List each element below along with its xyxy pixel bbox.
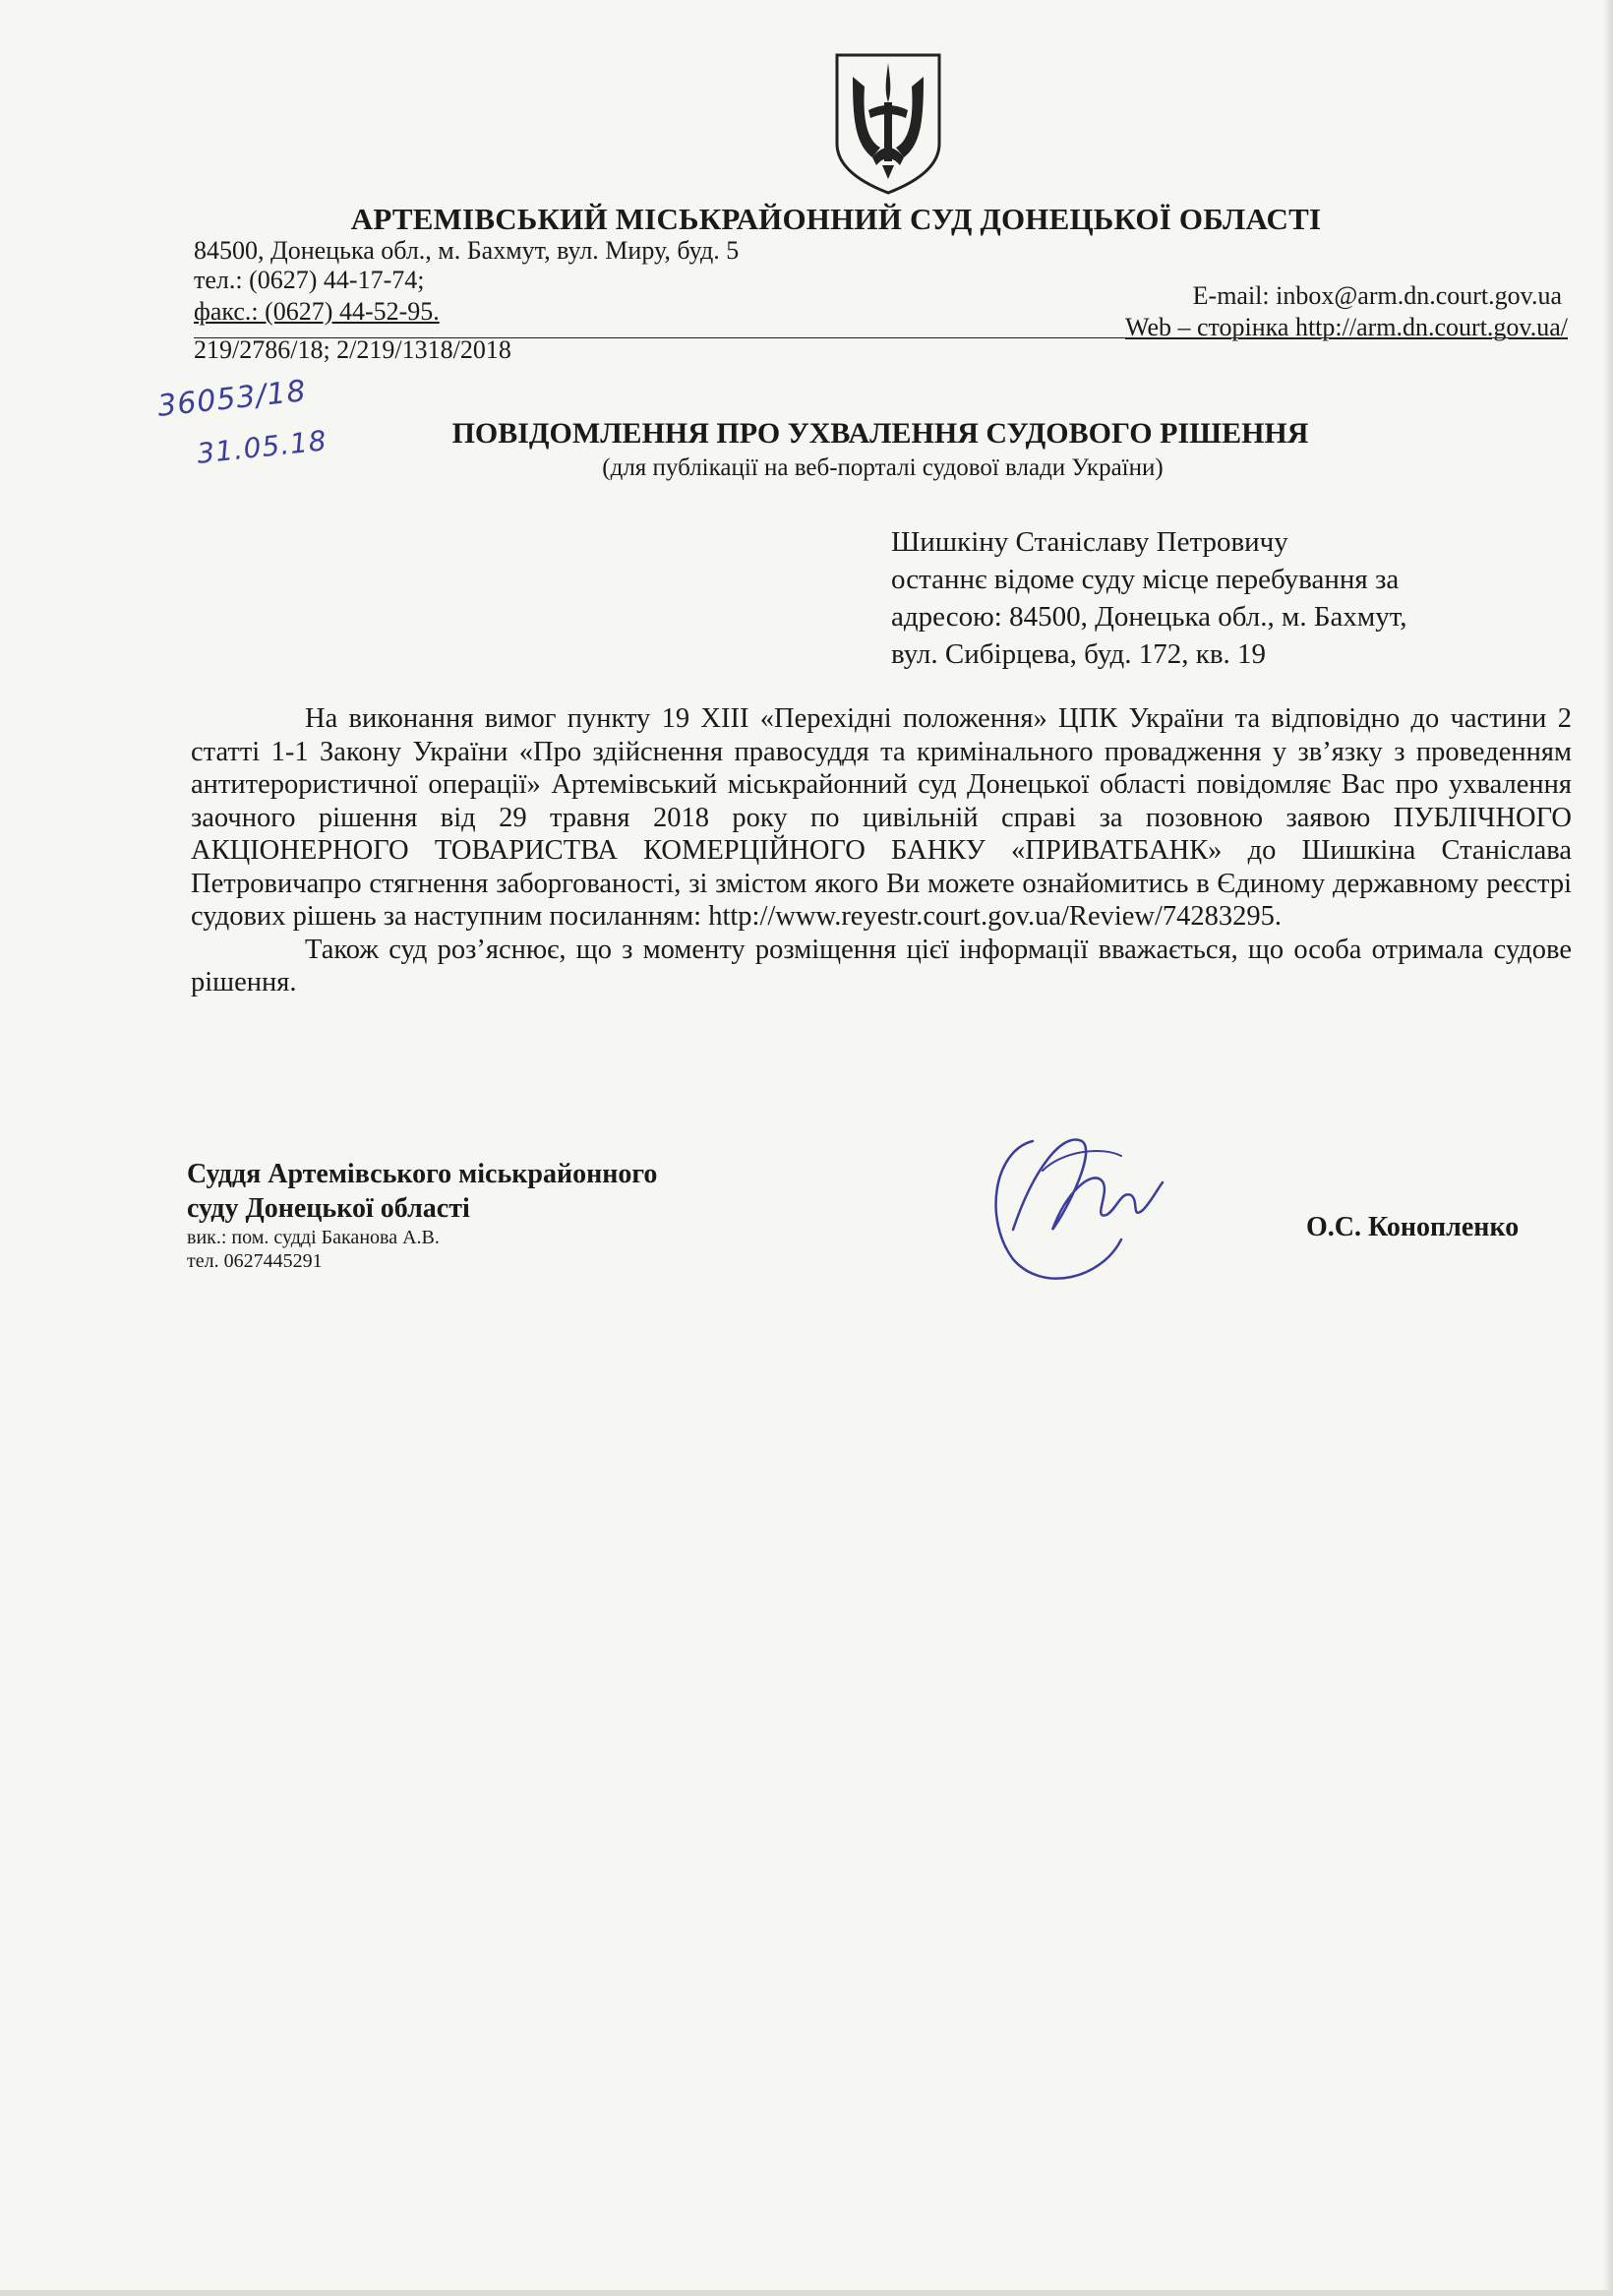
- addressee-block: [891, 523, 1521, 673]
- addressee-line: адресою: 84500, Донецька обл., м. Бахмут,: [891, 601, 1407, 633]
- addressee-line: Шишкіну Станіславу Петровичу: [891, 526, 1288, 558]
- judge-title-line: суду Донецької області: [187, 1193, 470, 1224]
- court-email: E-mail: inbox@arm.dn.court.gov.ua: [1192, 281, 1562, 310]
- court-address: 84500, Донецька обл., м. Бахмут, вул. Миру, буд. 5: [194, 236, 740, 265]
- court-name: АРТЕМІВСЬКИЙ МІСЬКРАЙОННИЙ СУД ДОНЕЦЬКОЇ ОБЛАСТІ: [350, 202, 1322, 236]
- court-phone: тел.: (0627) 44-17-74;: [194, 266, 425, 294]
- paper-edge: [1603, 0, 1613, 2296]
- handwritten-registration-date: 31.05.18: [195, 424, 329, 470]
- signatory-block: [187, 1157, 657, 1273]
- document-subtitle: (для публікації на веб-порталі судової влади України): [602, 454, 1164, 481]
- executor-phone: тел. 0627445291: [187, 1250, 323, 1272]
- judge-name: О.С. Конопленко: [1306, 1212, 1520, 1242]
- executor-note: вик.: пом. судді Баканова А.В.: [187, 1227, 440, 1248]
- handwritten-signature: [974, 1112, 1170, 1308]
- coat-of-arms-icon: [829, 49, 947, 197]
- handwritten-registration-number: 36053/18: [155, 374, 309, 424]
- body-paragraph: На виконання вимог пункту 19 XIII «Перехідні положення» ЦПК України та відповідно до частини 2 статті 1-1 Закону України «Про здійснення правосуддя та кримінального провадження у зв’язку з проведенням антитерористичної операції» Артемівський міськрайонний суд Донецької області повідомляє Вас про ухвалення заочного рішення від 29 травня 2018 року по цивільній справі за позовною заявою ПУБЛІЧНОГО АКЦІОНЕРНОГО ТОВАРИСТВА КОМЕРЦІЙНОГО БАНКУ «ПРИВАТБАНК» до Шишкіна Станіслава Петровичапро стягнення заборгованості, зі змістом якого Ви можете ознайомитись в Єдиному державному реєстрі судових рішень за наступним посиланням: http://www.reyestr.court.gov.ua/Review/74283295.: [191, 703, 1572, 932]
- judge-title-line: Суддя Артемівського міськрайонного: [187, 1159, 658, 1189]
- court-fax: факс.: (0627) 44-52-95.: [194, 297, 440, 326]
- document-title: ПОВІДОМЛЕННЯ ПРО УХВАЛЕННЯ СУДОВОГО РІШЕННЯ: [451, 417, 1309, 450]
- addressee-line: вул. Сибірцева, буд. 172, кв. 19: [891, 638, 1267, 670]
- case-reference: 219/2786/18; 2/219/1318/2018: [194, 335, 511, 364]
- body-paragraph: Також суд роз’яснює, що з моменту розміщення цієї інформації вважається, що особа отримала судове рішення.: [191, 934, 1572, 997]
- addressee-line: останнє відоме суду місце перебування за: [891, 564, 1400, 595]
- notice-body: [191, 702, 1572, 999]
- paper-edge: [0, 2290, 1613, 2296]
- court-website: Web – сторінка http://arm.dn.court.gov.ua/: [1124, 313, 1568, 341]
